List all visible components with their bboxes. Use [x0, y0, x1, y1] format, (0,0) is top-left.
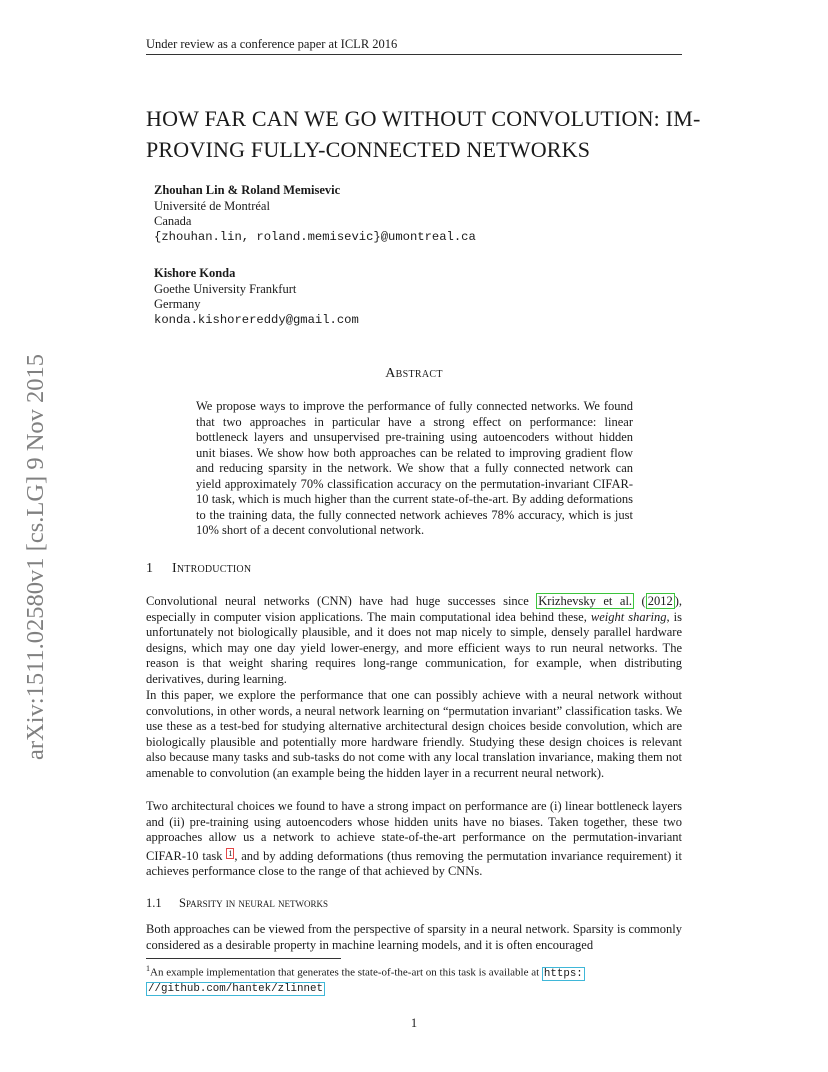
paper-title [146, 103, 706, 165]
footnote-number: 1 [146, 964, 150, 973]
section-title: Introduction [172, 561, 252, 576]
running-header: Under review as a conference paper at ICLR 2016 [146, 37, 398, 51]
author-affiliation: Université de Montréal [154, 198, 270, 213]
subsection-number: 1.1 [146, 896, 162, 910]
subsection-heading-sparsity [146, 896, 328, 911]
footnote: $^1$An example implementation that generates the state-of-the-art on this task is available at https: //github.com/hantek/zlinnet [146, 964, 583, 995]
citation-link-author[interactable]: Krizhevsky et al. [538, 594, 633, 608]
author-affiliation: Goethe University Frankfurt [154, 281, 297, 296]
author-block-1 [154, 183, 476, 245]
abstract-text: We propose ways to improve the performance of fully connected networks. We found that two approaches in particular have a strong effect on performance: linear bottleneck layers and unsupervised pre-training using autoencoders without hidden unit biases. We show how both approaches can be related to improving gradient flow and reducing sparsity in the network. We show that a fully connected network can yield approximately 70% classification accuracy on the permutation-invariant CIFAR-10 task, which is much higher than the current state-of-the-art. By adding deformations to the training data, the fully connected network achieves 78% accuracy, which is just 10% short of a decent convolutional network. [196, 399, 633, 537]
title-line-1: HOW FAR CAN WE GO WITHOUT CONVOLUTION: IM- [146, 106, 701, 131]
paragraph-1: Convolutional neural networks (CNN) have had huge successes since Krizhevsky et al. ( 2012 ), especially in computer vision applications. The main computational idea behind these, weight sharing, is unfortunately not biologically plausible, and it does not map nicely to simple, densely parallel hardware designs, which may one day yield lower-energy, and more efficient ways to run neural networks. The reason is that weight sharing requires long-range communication, for example, when distributing derivatives, during learning. [146, 594, 682, 686]
header-rule [146, 54, 682, 55]
author-email: konda.kishorereddy@gmail.com [154, 312, 359, 327]
subsection-title: Sparsity in neural networks [179, 896, 328, 910]
citation-link-year[interactable]: 2012 [647, 594, 673, 608]
page-number: 1 [410, 1016, 418, 1030]
author-country: Germany [154, 297, 201, 311]
paragraph-3: Two architectural choices we found to have a strong impact on performance are (i) linear bottleneck layers and (ii) pre-training using autoencoders whose hidden units have no biases. Taken together, these two approaches allow us a network to achieve state-of-the-art performance on the permutation-invariant CIFAR-10 task $^1$ , and by adding deformations (thus removing the permutation invariance requirement) it achieves performance close to the range of that achieved by CNNs. [146, 799, 682, 878]
footnote-url-part-2[interactable]: //github.com/hantek/zlinnet [148, 982, 323, 995]
author-country: Canada [154, 214, 192, 228]
section-number: 1 [146, 561, 153, 576]
author-names: Zhouhan Lin & Roland Memisevic [154, 183, 341, 197]
footnote-link[interactable]: 1 [228, 848, 233, 858]
footnote-url-part-1[interactable]: https: [543, 967, 583, 980]
arxiv-stamp-text: arXiv:1511.02580v1 [cs.LG] 9 Nov 2015 [22, 353, 49, 760]
paragraph-2: In this paper, we explore the performance that one can possibly achieve with a neural network without convolutions, in other words, a neural network learning on “permutation invariant” classification tasks. We use these as a test-bed for studying alternative architectural design choices beside convolution, which are biologically plausible and potentially more hardware friendly. Studying these design choices is relevant also because many tasks and sub-tasks do not come with any local translation invariance, making them not amenable to convolution (an example being the hidden layer in a recurrent neural network). [146, 688, 682, 780]
author-block-2 [154, 266, 359, 328]
abstract-heading: Abstract [385, 366, 443, 381]
title-line-2: PROVING FULLY-CONNECTED NETWORKS [146, 137, 591, 162]
footnote-rule [146, 958, 341, 959]
paragraph-4: Both approaches can be viewed from the perspective of sparsity in a neural network. Sparsity is commonly considered as a desirable property in machine learning models, and it is often encouraged [146, 922, 682, 952]
author-names: Kishore Konda [154, 266, 236, 280]
arxiv-stamp [20, 300, 50, 760]
section-heading-introduction [146, 561, 251, 577]
author-email: {zhouhan.lin, roland.memisevic}@umontreal.ca [154, 229, 476, 244]
